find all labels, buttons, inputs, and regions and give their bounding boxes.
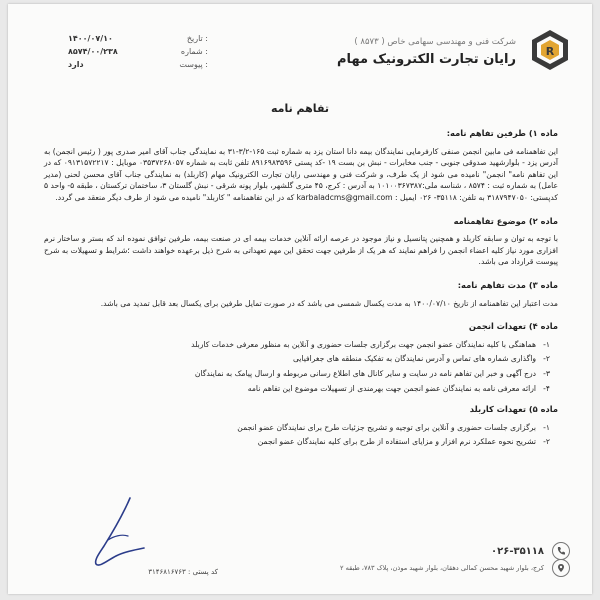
company-subtitle: شرکت فنی و مهندسی سهامی خاص ( ۸۵۷۳ ) — [354, 37, 516, 47]
address-text: کرج، بلوار شهید محسن کمالی دهقان، بلوار شهید موذن، پلاک ۷۸۳، طبقه ۲ — [339, 564, 544, 572]
list-item: ۲- واگذاری شماره های تماس و آدرس نمایندگان به تفکیک منطقه های جغرافیایی — [292, 354, 550, 364]
attachment-label: پیوست : — [179, 60, 208, 69]
date-label: تاریخ : — [186, 34, 208, 43]
postal-code-label: کد پستی : — [188, 568, 218, 576]
postal-code — [48, 568, 218, 576]
article-3-heading: ماده ۳) مدت تفاهم نامه: — [457, 279, 558, 290]
postal-code-value: ۳۱۴۶۸۱۶۷۶۳ — [148, 568, 186, 576]
location-pin-icon — [552, 559, 570, 577]
article-1-text: این تفاهمنامه فی مابین انجمن صنفی کارفرمایی نمایندگان بیمه دانا استان یزد به شماره ثبت ۱۶۵-۳/۲-۳۱ به نمایندگی جناب آقای امیر صدری پور ( رئیس انجمن) به آدرس یزد - بلوارشهید صدوقی جنوبی - جنب مخابرات - نبش بن بست ۱۹ -کد پستی ۸۹۱۶۹۸۳۵۹۶ تلفن ثابت به شماره ۰۳۵۳۷۲۶۸۰۵۷ موبایل : ۰۹۱۳۱۵۷۲۲۱۷ که در این تفاهم نامه" انجمن" نامیده می شود از یک طرف، و شرکت فنی و مهندسی رایان تجارت الکترونیک مهام (کاربلد) به نمایندگی جناب آقای محسن لحنی (مدیر عامل) به شماره ثبت : ۸۵۷۴ ، شناسه ملی:۱۰۱۰۰۳۶۷۳۸۷ به آدرس : کرج، ۴۵ متری گلشهر، بلوار پونه شرقی - نبش گلستان ۳، ساختمان ترکستان ، طبقه ۵- واحد ۵ کدپستی: ۳۱۸۷۹۴۷۰۵۰ به تلفن: ۳۵۱۱۸- ۰۲۶ ایمیل : karbaladcms@gmail.com که در این تفاهمنامه " کاربلد" نامیده می شود از طرف دیگر منعقد می گردد. — [44, 146, 558, 202]
footer-phone — [370, 541, 570, 561]
attachment-value: دارد — [68, 60, 84, 69]
article-1-heading: ماده ۱) طرفین تفاهم نامه: — [446, 128, 558, 138]
article-3-text: مدت اعتبار این تفاهمنامه از تاریخ ۱۴۰۰/۰۷/۱۰ به مدت یکسال شمسی می باشد که در صورت تمایل طرفین برای یکسال بعد قابل تمدید می باشد. — [100, 298, 558, 308]
article-5-list — [44, 422, 558, 448]
document-title: تفاهم نامه — [270, 102, 329, 115]
article-4-heading: ماده ۴) تعهدات انجمن — [468, 321, 558, 332]
footer-address — [240, 561, 570, 575]
article-4-list — [44, 339, 558, 394]
list-item: ۴- ارائه معرفی نامه به نمایندگان عضو انجمن جهت بهرمندی از تسهیلات موضوع این تفاهم نامه — [247, 383, 550, 393]
number-value: ۸۵۷۴/۰۰/۲۳۸ — [68, 47, 118, 56]
phone-icon — [552, 542, 570, 560]
article-5-heading: ماده ۵) تعهدات کاربلد — [469, 404, 558, 415]
number-label: شماره : — [180, 47, 208, 56]
list-item: ۳- درج آگهی و خبر این تفاهم نامه در سایت و سایر کانال های اطلاع رسانی مربوطه و ارسال پیامک به نمایندگان — [194, 368, 550, 378]
article-2-text: با توجه به توان و سابقه کاربلد و همچنین پتانسیل و نیاز موجود در عرصه ارائه آنلاین خدمات بیمه ای در صنعت بیمه، طرفین توافق نموده اند که بستر و ساختار نرم افزاری مورد نیاز کلیه اعضاء انجمن را فراهم نمایند که هر یک از طرفین جهت تحقق این مهم تعهداتی به شرح ذیل برعهده خواهند داشت ؛شرایط و تسهیلات به شرح پیوست قرارداد می باشد. — [44, 234, 558, 267]
signature — [78, 490, 168, 580]
list-item: ۲- تشریح نحوه عملکرد نرم افزار و مزایای استفاده از طرح برای کلیه نمایندگان عضو انجمن — [257, 437, 550, 447]
letter-meta — [38, 32, 208, 71]
date-value: ۱۴۰۰/۰۷/۱۰ — [68, 34, 113, 43]
company-logo-icon — [528, 28, 572, 72]
article-2-heading: ماده ۲) موضوع تفاهمنامه — [453, 215, 558, 226]
document-body — [44, 128, 558, 458]
company-name: رایان تجارت الکترونیک مهام — [337, 52, 516, 67]
document-page — [8, 4, 592, 594]
svg-text:R: R — [545, 45, 555, 58]
list-item: ۱- هماهنگی با کلیه نمایندگان عضو انجمن جهت برگزاری جلسات حضوری و آنلاین به منظور معرفی خدمات کاربلد — [191, 339, 550, 349]
list-item: ۱- برگزاری جلسات حضوری و آنلاین برای توجیه و تشریح جزئیات طرح برای نمایندگان عضو انجمن — [237, 422, 550, 432]
phone-number: ۰۲۶-۳۵۱۱۸ — [491, 545, 544, 557]
